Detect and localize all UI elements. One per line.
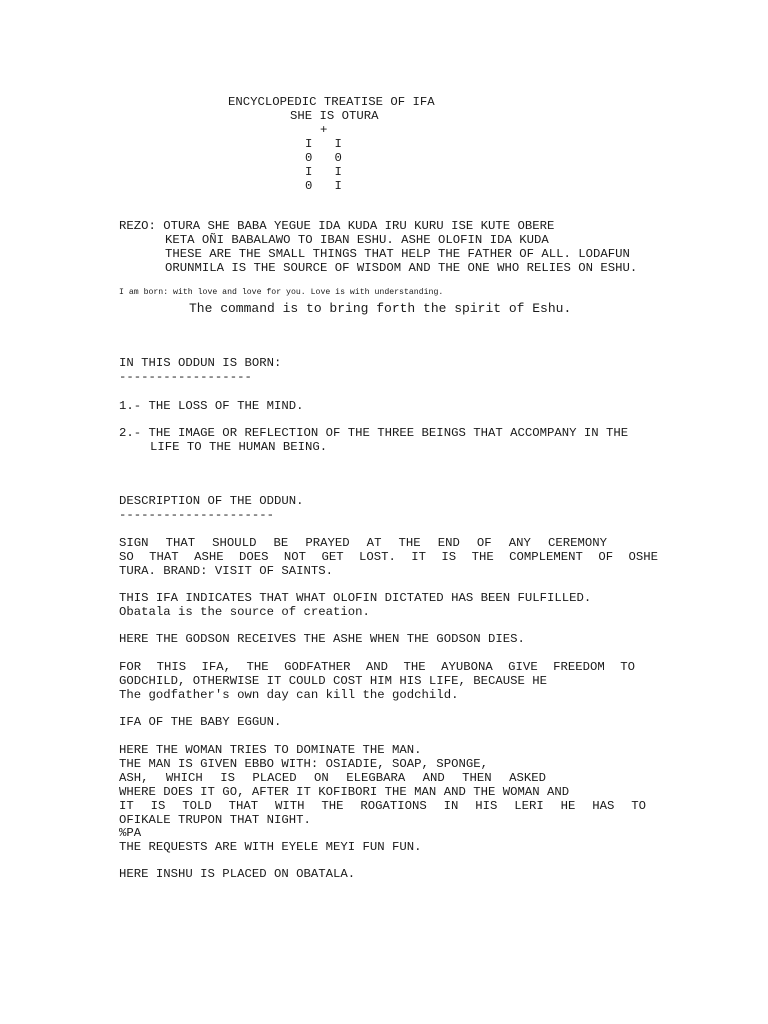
description-p1-line-2: SO THAT ASHE DOES NOT GET LOST. IT IS THE COMPLEMENT OF OSHE	[119, 550, 658, 564]
description-p6-line-8: THE REQUESTS ARE WITH EYELE MEYI FUN FUN.	[119, 840, 422, 854]
description-p4-line-3: The godfather's own day can kill the godchild.	[119, 688, 459, 702]
odu-name: SHE IS OTURA	[290, 109, 379, 123]
section-born-heading: IN THIS ODDUN IS BORN:	[119, 356, 282, 370]
odu-sign-plus: +	[320, 123, 328, 137]
odu-mark-row-3: I I	[305, 165, 342, 179]
description-p6-line-6: OFIKALE TRUPON THAT NIGHT.	[119, 813, 311, 827]
description-p4-line-1: FOR THIS IFA, THE GODFATHER AND THE AYUBONA GIVE FREEDOM TO	[119, 660, 635, 674]
description-p6-line-4: WHERE DOES IT GO, AFTER IT KOFIBORI THE MAN AND THE WOMAN AND	[119, 785, 570, 799]
description-p6-line-2: THE MAN IS GIVEN EBBO WITH: OSIADIE, SOAP, SPONGE,	[119, 757, 488, 771]
rezo-line-1: REZO: OTURA SHE BABA YEGUE IDA KUDA IRU KURU ISE KUTE OBERE	[119, 219, 555, 233]
rezo-line-3: THESE ARE THE SMALL THINGS THAT HELP THE FATHER OF ALL. LODAFUN	[165, 247, 630, 261]
description-p5: IFA OF THE BABY EGGUN.	[119, 715, 282, 729]
rezo-line-4: ORUNMILA IS THE SOURCE OF WISDOM AND THE ONE WHO RELIES ON ESHU.	[165, 261, 638, 275]
odu-mark-row-4: 0 I	[305, 179, 342, 193]
born-note: I am born: with love and love for you. Love is with understanding.	[119, 288, 444, 297]
born-item-1: 1.- THE LOSS OF THE MIND.	[119, 399, 304, 413]
document-title: ENCYCLOPEDIC TREATISE OF IFA	[228, 95, 435, 109]
born-item-2-continued: LIFE TO THE HUMAN BEING.	[150, 440, 328, 454]
odu-mark-row-1: I I	[305, 137, 342, 151]
description-p3: HERE THE GODSON RECEIVES THE ASHE WHEN THE GODSON DIES.	[119, 632, 525, 646]
section-description-underline: ---------------------	[119, 508, 274, 522]
description-p6-line-1: HERE THE WOMAN TRIES TO DOMINATE THE MAN.	[119, 743, 422, 757]
odu-mark-row-2: 0 0	[305, 151, 342, 165]
rezo-line-2: KETA OÑI BABALAWO TO IBAN ESHU. ASHE OLOFIN IDA KUDA	[165, 233, 549, 247]
description-p6-line-5: IT IS TOLD THAT WITH THE ROGATIONS IN HIS LERI HE HAS TO	[119, 799, 646, 813]
description-p1-line-3: TURA. BRAND: VISIT OF SAINTS.	[119, 564, 334, 578]
born-item-2: 2.- THE IMAGE OR REFLECTION OF THE THREE BEINGS THAT ACCOMPANY IN THE	[119, 426, 629, 440]
command-line: The command is to bring forth the spirit of Eshu.	[189, 301, 572, 316]
section-description-heading: DESCRIPTION OF THE ODDUN.	[119, 494, 304, 508]
description-p7: HERE INSHU IS PLACED ON OBATALA.	[119, 867, 356, 881]
section-born-underline: ------------------	[119, 370, 252, 384]
description-p2-line-1: THIS IFA INDICATES THAT WHAT OLOFIN DICTATED HAS BEEN FULFILLED.	[119, 591, 592, 605]
description-p6-line-7: %PA	[119, 826, 142, 840]
description-p2-line-2: Obatala is the source of creation.	[119, 605, 370, 619]
description-p1-line-1: SIGN THAT SHOULD BE PRAYED AT THE END OF ANY CEREMONY	[119, 536, 607, 550]
description-p4-line-2: GODCHILD, OTHERWISE IT COULD COST HIM HIS LIFE, BECAUSE HE	[119, 674, 548, 688]
description-p6-line-3: ASH, WHICH IS PLACED ON ELEGBARA AND THEN ASKED	[119, 771, 546, 785]
